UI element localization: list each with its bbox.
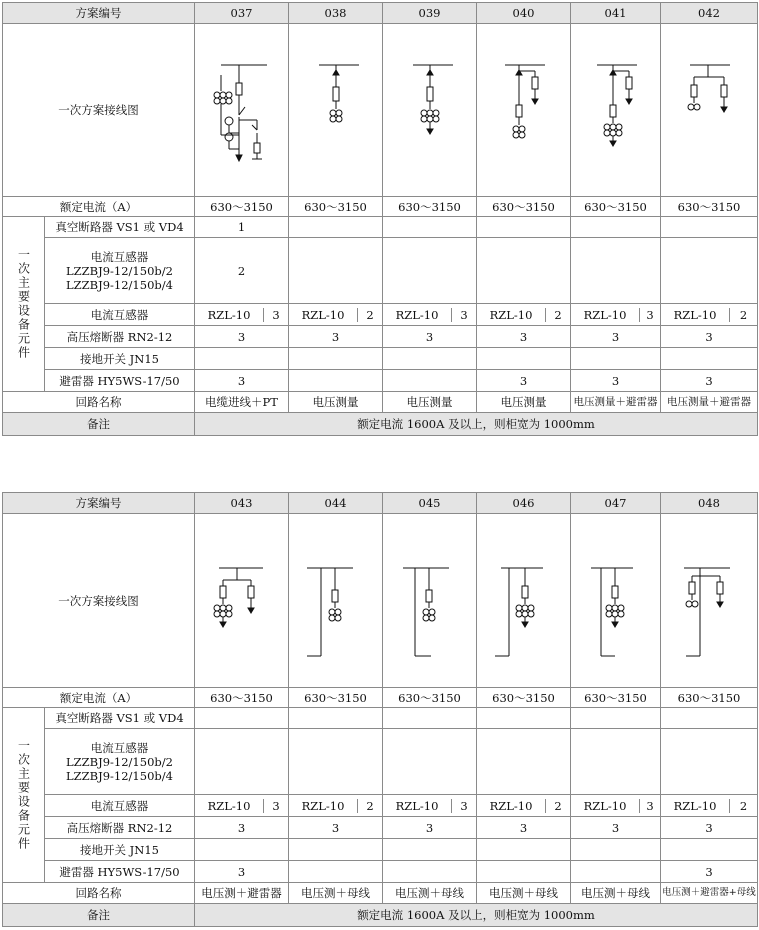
wiring-diagram-041 <box>571 24 661 197</box>
vt-type: RZL-10 <box>195 799 264 813</box>
rated-current-row <box>3 197 758 217</box>
circuit-name: 电压测＋避雷器 <box>195 883 289 904</box>
circuit-row <box>3 392 758 413</box>
arrester-label: 避雷器 HY5WS-17/50 <box>45 861 195 883</box>
earth-row <box>3 348 758 370</box>
scheme-number: 041 <box>571 3 661 24</box>
vcb-qty <box>289 708 383 729</box>
diagram-row <box>3 514 758 688</box>
diagram-label: 一次方案接线图 <box>3 24 195 197</box>
arrester-qty: 3 <box>571 370 661 392</box>
rated-current-value: 630～3150 <box>571 197 661 217</box>
remark-label: 备注 <box>3 904 195 927</box>
ct-label-line: LZZBJ9-12/150b/2 <box>66 263 173 278</box>
arrester-label: 避雷器 HY5WS-17/50 <box>45 370 195 392</box>
rated-current-value: 630～3150 <box>477 688 571 708</box>
vt-qty: 2 <box>366 307 374 322</box>
scheme-table-043-048 <box>2 492 758 927</box>
vcb-row <box>3 708 758 729</box>
rated-current-value: 630～3150 <box>661 688 758 708</box>
vt-qty: 2 <box>554 798 562 813</box>
circuit-name: 电压测＋母线 <box>477 883 571 904</box>
ct-qty <box>571 238 661 304</box>
vcb-qty: 1 <box>195 217 289 238</box>
scheme-number: 044 <box>289 493 383 514</box>
wiring-diagram-045 <box>383 514 477 688</box>
wiring-diagram-037 <box>195 24 289 197</box>
vcb-qty <box>571 217 661 238</box>
arrester-qty: 3 <box>661 861 758 883</box>
vcb-qty <box>383 708 477 729</box>
rated-current-label: 额定电流（A） <box>3 197 195 217</box>
vt-type: RZL-10 <box>477 799 546 813</box>
vt-cell <box>289 304 383 326</box>
vt-qty: 3 <box>460 307 468 322</box>
arrester-qty <box>383 861 477 883</box>
earth-qty <box>289 348 383 370</box>
arrester-qty <box>571 861 661 883</box>
vcb-qty <box>289 217 383 238</box>
arrester-qty: 3 <box>195 861 289 883</box>
rated-current-value: 630～3150 <box>289 688 383 708</box>
vt-cell <box>661 795 758 817</box>
wiring-diagram-icon <box>479 516 569 686</box>
arrester-qty: 3 <box>195 370 289 392</box>
earth-qty <box>195 348 289 370</box>
fuse-qty: 3 <box>571 326 661 348</box>
vcb-qty <box>477 708 571 729</box>
vt-type: RZL-10 <box>661 308 730 322</box>
header-row <box>3 3 758 24</box>
fuse-qty: 3 <box>195 817 289 839</box>
rated-current-value: 630～3150 <box>477 197 571 217</box>
wiring-diagram-038 <box>289 24 383 197</box>
scheme-number: 042 <box>661 3 758 24</box>
scheme-number: 040 <box>477 3 571 24</box>
wiring-diagram-icon <box>571 516 661 686</box>
fuse-row <box>3 817 758 839</box>
diagram-label: 一次方案接线图 <box>3 514 195 688</box>
vcb-qty <box>477 217 571 238</box>
vt-label: 电流互感器 <box>45 304 195 326</box>
wiring-diagram-040 <box>477 24 571 197</box>
arrester-row <box>3 861 758 883</box>
earth-qty <box>661 348 758 370</box>
vt-type: RZL-10 <box>571 308 640 322</box>
scheme-number: 039 <box>383 3 477 24</box>
wiring-diagram-icon <box>291 25 381 195</box>
fuse-qty: 3 <box>195 326 289 348</box>
ct-qty <box>383 729 477 795</box>
scheme-number: 043 <box>195 493 289 514</box>
ct-qty <box>289 729 383 795</box>
fuse-qty: 3 <box>477 326 571 348</box>
earth-qty <box>571 348 661 370</box>
vt-qty: 2 <box>366 798 374 813</box>
vt-type: RZL-10 <box>195 308 264 322</box>
ct-label-line: 电流互感器 <box>90 740 149 755</box>
ct-label-line: LZZBJ9-12/150b/2 <box>66 754 173 769</box>
ct-qty <box>477 729 571 795</box>
circuit-name: 电压测量 <box>383 392 477 413</box>
scheme-number: 046 <box>477 493 571 514</box>
ct-qty <box>571 729 661 795</box>
wiring-diagram-047 <box>571 514 661 688</box>
ct-qty <box>195 729 289 795</box>
vt-row <box>3 304 758 326</box>
wiring-diagram-icon <box>197 516 287 686</box>
ct-label-line: 电流互感器 <box>90 249 149 264</box>
vt-qty: 2 <box>554 307 562 322</box>
rated-current-value: 630～3150 <box>289 197 383 217</box>
ct-label <box>45 238 195 304</box>
circuit-name: 电压测量 <box>289 392 383 413</box>
earth-qty <box>571 839 661 861</box>
scheme-number: 045 <box>383 493 477 514</box>
circuit-name: 电压测＋母线 <box>383 883 477 904</box>
circuit-label: 回路名称 <box>3 883 195 904</box>
arrester-qty <box>477 861 571 883</box>
vt-cell <box>289 795 383 817</box>
scheme-number: 038 <box>289 3 383 24</box>
vt-type: RZL-10 <box>383 799 452 813</box>
fuse-qty: 3 <box>383 326 477 348</box>
wiring-diagram-046 <box>477 514 571 688</box>
arrester-qty <box>289 370 383 392</box>
vcb-row <box>3 217 758 238</box>
fuse-qty: 3 <box>571 817 661 839</box>
vcb-label: 真空断路器 VS1 或 VD4 <box>45 217 195 238</box>
vt-type: RZL-10 <box>571 799 640 813</box>
wiring-diagram-icon <box>385 25 475 195</box>
circuit-name: 电压测量 <box>477 392 571 413</box>
vcb-qty <box>571 708 661 729</box>
rated-current-value: 630～3150 <box>383 197 477 217</box>
ct-label <box>45 729 195 795</box>
circuit-name: 电压测量＋避雷器 <box>571 392 661 413</box>
vt-cell <box>383 795 477 817</box>
fuse-label: 高压熔断器 RN2-12 <box>45 326 195 348</box>
fuse-qty: 3 <box>289 817 383 839</box>
earth-label: 接地开关 JN15 <box>45 839 195 861</box>
rated-current-value: 630～3150 <box>571 688 661 708</box>
remark-row <box>3 413 758 436</box>
ct-label-line: LZZBJ9-12/150b/4 <box>66 768 173 783</box>
vt-row <box>3 795 758 817</box>
ct-qty <box>289 238 383 304</box>
earth-qty <box>195 839 289 861</box>
equipment-side-label: 一次主要设备元件 <box>3 708 45 883</box>
circuit-label: 回路名称 <box>3 392 195 413</box>
rated-current-value: 630～3150 <box>195 688 289 708</box>
vt-cell <box>571 304 661 326</box>
circuit-name: 电压测＋母线 <box>289 883 383 904</box>
fuse-qty: 3 <box>477 817 571 839</box>
arrester-qty <box>383 370 477 392</box>
rated-current-label: 额定电流（A） <box>3 688 195 708</box>
vt-cell <box>571 795 661 817</box>
vt-cell <box>477 304 571 326</box>
vcb-qty <box>195 708 289 729</box>
rated-current-row <box>3 688 758 708</box>
wiring-diagram-icon <box>664 516 754 686</box>
wiring-diagram-icon <box>479 25 569 195</box>
ct-qty <box>661 729 758 795</box>
vt-qty: 3 <box>272 798 280 813</box>
circuit-name: 电压测量＋避雷器 <box>661 392 758 413</box>
remark-label: 备注 <box>3 413 195 436</box>
wiring-diagram-048 <box>661 514 758 688</box>
fuse-label: 高压熔断器 RN2-12 <box>45 817 195 839</box>
ct-qty <box>383 238 477 304</box>
wiring-diagram-044 <box>289 514 383 688</box>
earth-qty <box>477 348 571 370</box>
ct-qty <box>477 238 571 304</box>
circuit-name: 电压测＋避雷器+母线 <box>661 883 758 904</box>
rated-current-value: 630～3150 <box>195 197 289 217</box>
wiring-diagram-icon <box>385 516 475 686</box>
ct-row <box>3 729 758 795</box>
fuse-qty: 3 <box>661 326 758 348</box>
vt-type: RZL-10 <box>289 799 358 813</box>
earth-qty <box>383 348 477 370</box>
ct-label-line: LZZBJ9-12/150b/4 <box>66 277 173 292</box>
ct-qty <box>661 238 758 304</box>
vt-label: 电流互感器 <box>45 795 195 817</box>
equipment-side-label: 一次主要设备元件 <box>3 217 45 392</box>
vt-qty: 2 <box>739 798 748 813</box>
earth-qty <box>661 839 758 861</box>
scheme-number: 037 <box>195 3 289 24</box>
fuse-row <box>3 326 758 348</box>
wiring-diagram-icon <box>664 25 754 195</box>
header-label: 方案编号 <box>3 3 195 24</box>
earth-row <box>3 839 758 861</box>
vt-qty: 3 <box>646 307 654 322</box>
fuse-qty: 3 <box>661 817 758 839</box>
diagram-row <box>3 24 758 197</box>
vcb-qty <box>383 217 477 238</box>
wiring-diagram-043 <box>195 514 289 688</box>
earth-label: 接地开关 JN15 <box>45 348 195 370</box>
wiring-diagram-039 <box>383 24 477 197</box>
vt-type: RZL-10 <box>289 308 358 322</box>
earth-qty <box>477 839 571 861</box>
earth-qty <box>289 839 383 861</box>
ct-qty: 2 <box>195 238 289 304</box>
vt-qty: 3 <box>272 307 280 322</box>
vt-cell <box>477 795 571 817</box>
wiring-diagram-icon <box>197 25 287 195</box>
wiring-diagram-042 <box>661 24 758 197</box>
vt-qty: 3 <box>460 798 468 813</box>
vt-cell <box>383 304 477 326</box>
vt-cell <box>195 795 289 817</box>
wiring-diagram-icon <box>291 516 381 686</box>
ct-row <box>3 238 758 304</box>
vt-cell <box>661 304 758 326</box>
remark-text: 额定电流 1600A 及以上，则柜宽为 1000mm <box>195 904 758 927</box>
wiring-diagram-icon <box>571 25 661 195</box>
fuse-qty: 3 <box>383 817 477 839</box>
circuit-name: 电缆进线＋PT <box>195 392 289 413</box>
earth-qty <box>383 839 477 861</box>
fuse-qty: 3 <box>289 326 383 348</box>
scheme-number: 047 <box>571 493 661 514</box>
vt-type: RZL-10 <box>661 799 730 813</box>
remark-row <box>3 904 758 927</box>
circuit-row <box>3 883 758 904</box>
header-label: 方案编号 <box>3 493 195 514</box>
vt-type: RZL-10 <box>477 308 546 322</box>
vt-type: RZL-10 <box>383 308 452 322</box>
arrester-row <box>3 370 758 392</box>
rated-current-value: 630～3150 <box>383 688 477 708</box>
vcb-qty <box>661 217 758 238</box>
scheme-table-037-042 <box>2 2 758 436</box>
vt-cell <box>195 304 289 326</box>
vt-qty: 3 <box>646 798 654 813</box>
vcb-qty <box>661 708 758 729</box>
rated-current-value: 630～3150 <box>661 197 758 217</box>
vt-qty: 2 <box>739 307 748 322</box>
remark-text: 额定电流 1600A 及以上，则柜宽为 1000mm <box>195 413 758 436</box>
header-row <box>3 493 758 514</box>
arrester-qty: 3 <box>661 370 758 392</box>
arrester-qty: 3 <box>477 370 571 392</box>
scheme-number: 048 <box>661 493 758 514</box>
arrester-qty <box>289 861 383 883</box>
vcb-label: 真空断路器 VS1 或 VD4 <box>45 708 195 729</box>
circuit-name: 电压测＋母线 <box>571 883 661 904</box>
